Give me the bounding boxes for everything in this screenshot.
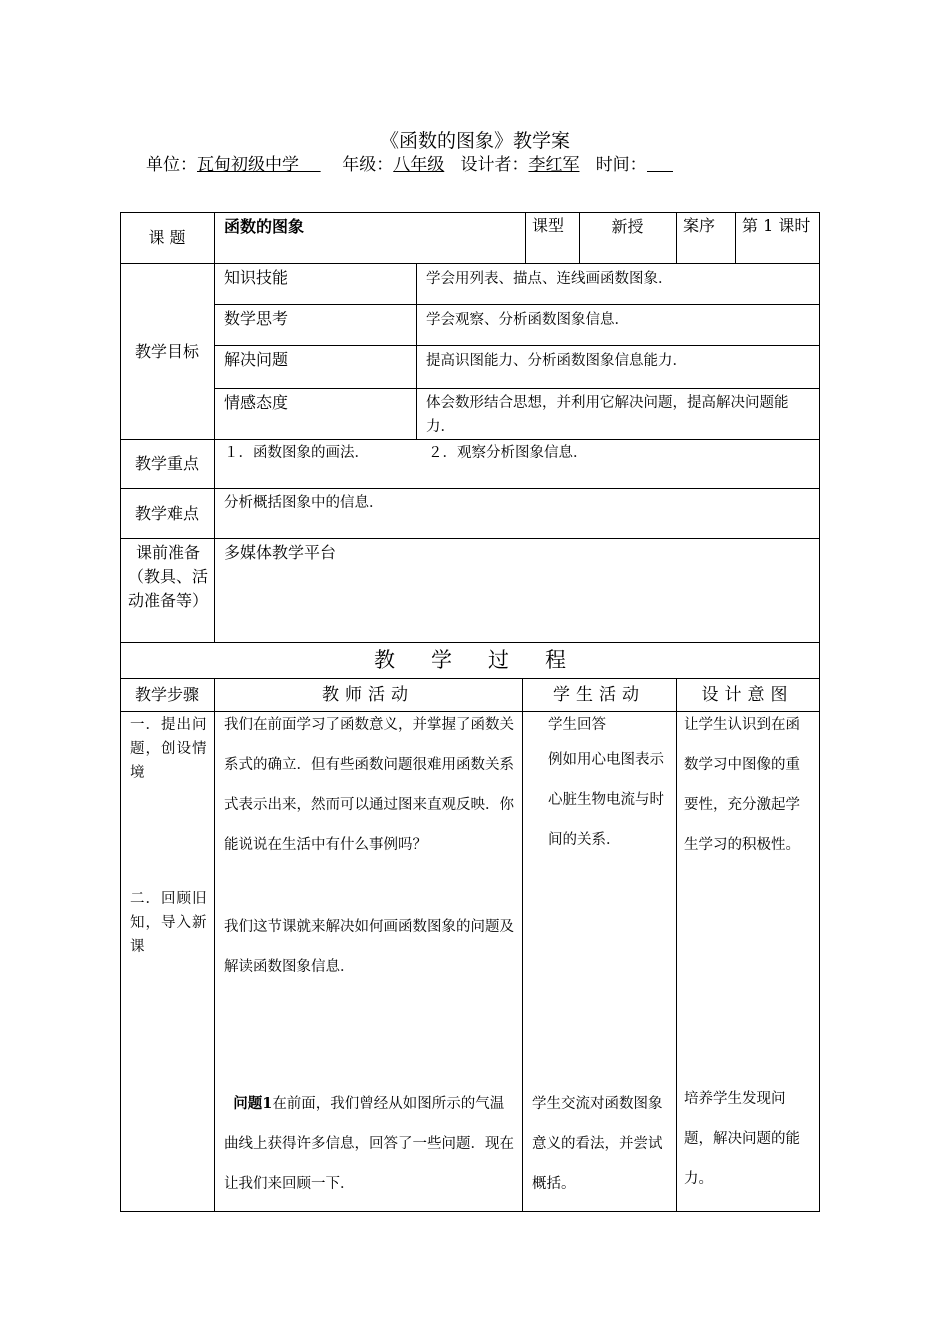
difficulty-label: 教学难点 [134, 504, 199, 523]
time-blank [647, 155, 673, 172]
key-point-1: １．函数图象的画法． [224, 445, 369, 461]
key-points-label: 教学重点 [134, 454, 199, 473]
designer-value: 李红军 [528, 155, 580, 175]
key-point-2: ２．观察分析图象信息． [428, 445, 588, 461]
teacher-activity-1: 我们在前面学习了函数意义，并掌握了函数关系式的确立．但有些函数问题很难用函数关系式表示出来，然而可以通过图来直观反映．你能说说在生活中有什么事例吗？ [224, 717, 514, 853]
preparation-content: 多媒体教学平台 [224, 543, 337, 562]
step-1: 一．提出问题，创设情境 [130, 717, 208, 781]
difficulty-content: 分析概括图象中的信息． [224, 495, 384, 511]
header-meta [146, 150, 673, 175]
goal-content: 体会数形结合思想，并利用它解决问题，提高解决问题能力． [426, 395, 789, 435]
topic-value: 函数的图象 [224, 217, 305, 236]
unit-value: 瓦甸初级中学 [197, 155, 299, 175]
lesson-type-value: 新授 [611, 217, 644, 236]
page-title: 《函数的图象》教学案 [379, 130, 570, 152]
process-heading: 教学过程 [374, 648, 602, 672]
goal-content: 学会用列表、描点、连线画函数图象． [426, 271, 673, 287]
goal-name: 数学思考 [224, 309, 289, 328]
student-activity-2: 例如用心电图表示心脏生物电流与时间的关系． [548, 752, 664, 848]
column-header-student: 学生活动 [553, 685, 645, 705]
student-activity-3: 学生交流对函数图象意义的看法，并尝试概括。 [532, 1096, 663, 1192]
goal-content: 学会观察、分析函数图象信息． [426, 312, 629, 328]
plan-order-value: 第 1 课时 [742, 216, 811, 235]
goal-name: 解决问题 [224, 350, 289, 369]
preparation-label: 课前准备（教具、活动准备等） [127, 543, 208, 610]
step-2: 二．回顾旧知，导入新课 [130, 891, 208, 955]
question-label: 问题 [233, 1095, 263, 1112]
topic-label: 课 题 [148, 228, 186, 247]
teacher-question-1 [224, 1084, 516, 1204]
column-header-steps: 教学步骤 [134, 685, 199, 704]
plan-order-label: 案序 [683, 216, 716, 235]
unit-label: 单位： [146, 155, 197, 175]
design-intent-2: 培养学生发现问题，解决问题的能力。 [684, 1091, 800, 1187]
designer-label: 设计者： [460, 155, 529, 175]
goals-label: 教学目标 [134, 342, 199, 361]
time-label: 时间： [595, 155, 647, 175]
goal-name: 知识技能 [224, 268, 289, 287]
grade-value: 八年级 [393, 155, 445, 175]
column-header-teacher: 教师活动 [322, 685, 414, 705]
design-intent-1: 让学生认识到在函数学习中图像的重要性，充分激起学生学习的积极性。 [684, 717, 800, 853]
student-activity-1: 学生回答 [548, 717, 606, 733]
lesson-type-label: 课型 [532, 216, 565, 235]
column-header-intent: 设计意图 [701, 685, 794, 705]
question-number: 1 [262, 1095, 273, 1112]
question-text: 在前面，我们曾经从如图所示的气温曲线上获得许多信息，回答了一些问题．现在让我们来回顾一下． [224, 1096, 514, 1192]
grade-label: 年级： [342, 155, 394, 175]
teacher-activity-2: 我们这节课就来解决如何画函数图象的问题及解读函数图象信息． [224, 919, 514, 975]
lesson-plan-table [120, 212, 820, 1212]
goal-name: 情感态度 [224, 393, 289, 412]
goal-content: 提高识图能力、分析函数图象信息能力． [426, 353, 687, 369]
